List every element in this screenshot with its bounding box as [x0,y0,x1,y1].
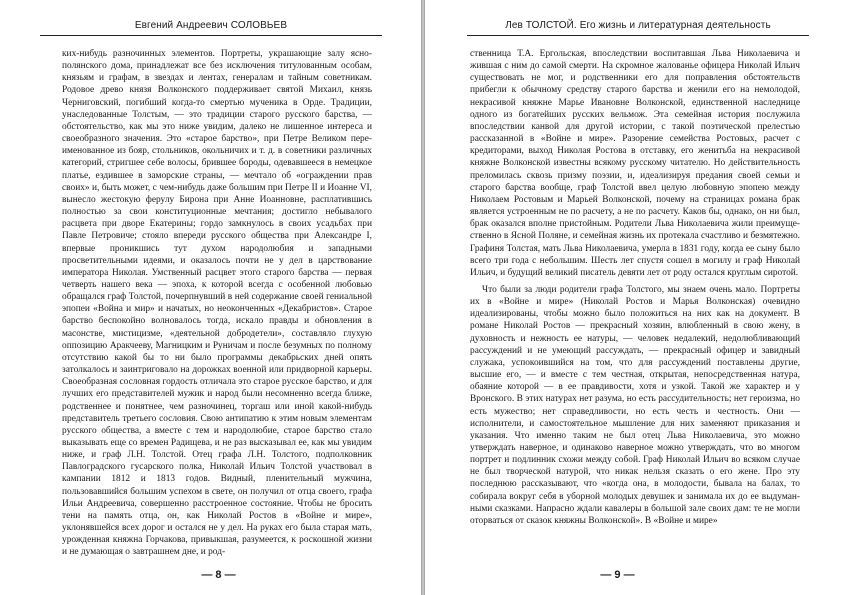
right-page-body [470,48,800,527]
left-page-body [62,48,372,559]
right-page [425,0,846,595]
left-paragraph-1: ких-нибудь разночинных элементов. Портреты, украшающие залу яснополянского дома, принадлежат все без исключения титулованным особам, князьям и графам, в звездах и лентах, генералам и тайным советникам. Родовое древо князя Волконского поддерживает святой Михаил, князь Черниговский, погибший когда-то смертью мученика в Орде. Традиции, унаследованные Толстым, — это традиции старого русского барства, — обстоятельство, как мы это ниже увидим, далеко не лишенное интереса и своеобразного значения. Это «старое барство», при Петре Великом переименованное из бояр, стольников, окольничих и т. д. в советники различных категорий, стригшее себе волосы, брившее бороды, одевавшееся в немецкое платье, ездившее в заморские страны, — мечтало об «ограждении прав своих» и, быть может, с чем-нибудь даже большим при Петре II и Иоанне VI, вынесло жестокую ферулу Бирона при Анне Иоанновне, расплатившись полностью за свои конституционные мечтания; достигло небывалого расцвета при дворе Екатерины; гордо замкнулось в своих усадьбах при Павле Петровиче; стояло впереди русского общества при Александре I, впервые проникшись тут духом народолюбия и западными просветительными идеями, и оказалось почти не у дел в царствование императора Николая. Умственный расцвет этого старого барства — первая четверть нашего века — эпоха, к которой всегда с особенной любовью обращался граф Толстой, почерпнувший в ней содержание своей гениальной эпопеи «Война и мир» и начатых, но неоконченных «Декабристов». Старое барство беспокойно волновалось тогда, искало правды и обновления в масонстве, мистицизме, «деятельной добродетели», составляло глухую оппозицию Аракчееву, Магницким и Руничам и после безумных по полному отсутствию какой бы то ни было программы декабрьских дней опять затолкалось и заинтриговало на дорожках военной или придворной карьеры. Своеобразная сословная гордость отличала это старое русское барство, и для лучших его представителей мужик и народ были несомненно всегда ближе, родственнее и понятнее, чем разночинец, торгаш или иной какой-нибудь представитель третьего сословия. Свою антипатию к этим новым элементам русского общества, а вместе с тем и народолюбие, старое барство стало выказывать еще со времен Радищева, и не раз высказывал ее, как мы увидим ниже, и граф Л.Н. Толстой. Отец графа Л.Н. Толстого, подполковник Павлоградского гусарского полка, Николай Ильич Толстой участвовал в кампании 1812 и 1813 годов. Видный, пленительный мужчина, пользовавшийся большим успехом в свете, он получил от отца своего, графа Ильи Андреевича, совершенно расстроенное состояние. Чтобы не бросить тени на память отца, он, как Николай Ростов в «Войне и мире», уклонявшейся всех дорог и остался не у дел. На руках его была старая мать, урожденная княжна Горчакова, привыкшая, разумеется, к роскошной жизни и не думающая о завтрашнем дне, и род- [62,49,372,558]
right-running-head: Лев ТОЛСТОЙ. Его жизнь и литературная деятельность [505,20,771,31]
right-paragraph-1: ственница Т.А. Ергольская, впоследствии воспитавшая Льва Николаевича и жившая с ним до самой смерти. На скромное жалованье офицера Николай Ильич существовать не мог, и родственники его для поправления обстоятельств прибегли к обычному средству старого барства и женили его на немолодой, некрасивой княжне Марье Ивановне Волконской, единственной наследнице одного из богатейших русских вельмож. Эта семейная история послужила впоследствии канвой для другой истории, с такой поэтической прелестью рассказанной в «Войне и мире». Разорение семейства Ростовых, расчет с кредиторами, выход Николая Ростова в отставку, его женитьба на некрасивой княжне Волконской известны всякому русскому читателю. Но действительность преломилась сквозь призму поэзии, и, идеализируя предания своей семьи и старого барства вообще, граф Толстой ввел целую любовную эпопею между Николаем Ростовым и Марьей Волконской, почему на страницах романа брак является устроенным не по расчету, а не по расчету. Каков бы, однако, он ни был, брак оказался вполне пристойным. Родители Льва Николаевича жили преимущественно в Ясной Поляне, и семейная жизнь их протекала счастливо и безмятежно. Графиня Толстая, мать Льва Николаевича, умерла в 1831 году, когда ее сыну было всего три года с небольшим. Шесть лет спустя сошел в могилу и граф Николай Ильич, и будущий великий писатель девяти лет от роду остался круглым сиротой. [470,49,800,278]
left-page-number: — 8 — [201,569,236,581]
left-running-head: Евгений Андреевич СОЛОВЬЕВ [134,20,288,31]
left-header-rule [40,35,382,36]
right-header-rule [467,35,809,36]
right-paragraph-2: Что были за люди родители графа Толстого, мы знаем очень мало. Портреты их в «Войне и мире» (Николай Ростов и Марья Волконская) очевидно идеализированы, чтобы можно было положиться на них как на документ. В романе Николай Ростов — прекрасный хозяин, влюбленный в свою жену, в духовность и нежность ее натуры, — человек недалекий, недолюбливающий рассуждений и не умеющий рассуждать, — прекрасный офицер и завидный служака, успокоившийся на том, что для рассуждений поставлены другие, высшие его, — и вместе с тем честная, открытая, непосредственная натура, обаяние которой — в ее правдивости, хотя и узкой. Такой же характер и у Вронского. В этих натурах нет разума, но есть рассудительность; нет героизма, но есть мужество; нет справедливости, но есть честь и честность. Они — исполнители, и самостоятельное мышление для них заменяют приказания и указания. Что именно таким не был отец Льва Николаевича, это можно утверждать наверное, и одинаково наверное можно утверждать, что во многом портрет и подлинник схожи между собой. Граф Николай Ильич во всяком случае не был творческой натурой, что никак нельзя сказать о его жене. Про эту последнюю рассказывают, что «когда она, в молодости, бывала на балах, то собирала вокруг себя в уборной молодых девушек и занимала их до ее выдуманными сказками. Напрасно ждали кавалеры в большой зале своих дам: те не могли оторваться от сказок княжны Волконской». В «Войне и мире» [470,284,800,526]
right-page-number: — 9 — [600,569,635,581]
left-page [0,0,421,595]
